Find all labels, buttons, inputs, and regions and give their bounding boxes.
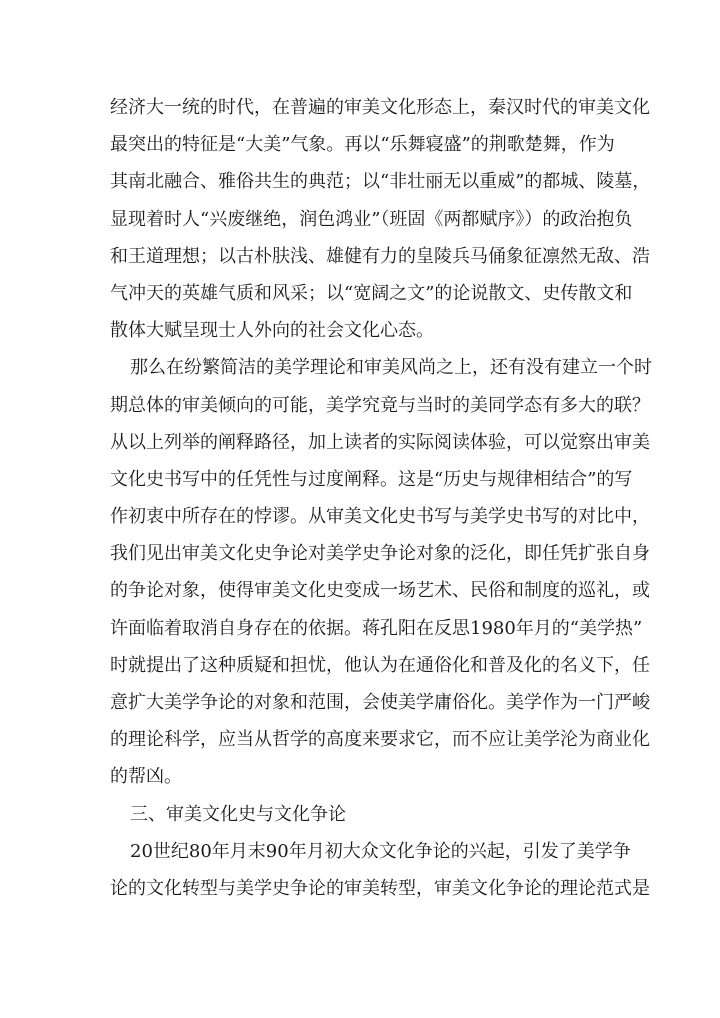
text-line: 的理论科学，应当从哲学的高度来要求它，而不应让美学沦为商业化	[110, 729, 650, 751]
section-heading	[110, 796, 610, 833]
text-line: 的争论对象，使得审美文化史变成一场艺术、民俗和制度的巡礼，或	[110, 580, 650, 602]
text-line: 最突出的特征是“大美”气象。再以“乐舞寝盛”的荆歌楚舞，作为	[110, 134, 615, 156]
text-line: 的帮凶。	[110, 766, 182, 788]
text-line: 从以上列举的阐释路径，加上读者的实际阅读体验，可以觉察出审美	[110, 431, 650, 453]
text-line: 期总体的审美倾向的可能，美学究竟与当时的美同学态有多大的联？	[110, 394, 650, 416]
text-line: 经济大一统的时代，在普遍的审美文化形态上，秦汉时代的审美文化	[110, 97, 650, 118]
text-line: 许面临着取消自身存在的依据。蒋孔阳在反思1980年月的“美学热”	[110, 617, 643, 639]
paragraph-mass-culture	[110, 833, 650, 907]
text-line: 气冲天的英雄气质和风采；以“宽阔之文”的论说散文、史传散文和	[110, 282, 633, 304]
text-line: 显现着时人“兴废继绝，润色鸿业”（班固《两都赋序》）的政治抱负	[110, 208, 633, 230]
text-line: 作初衷中所存在的悖谬。从审美文化史书写与美学史书写的对比中，	[110, 506, 650, 528]
text-line: 那么在纷繁简洁的美学理论和审美风尚之上，还有没有建立一个时	[130, 357, 652, 379]
text-line: 论的文化转型与美学史争论的审美转型，审美文化争论的理论范式是	[110, 877, 650, 899]
paragraph-overall-tendency	[110, 349, 652, 795]
document-body	[110, 89, 652, 907]
section-heading-text: 三、审美文化史与文化争论	[130, 803, 346, 825]
text-line: 我们见出审美文化史争论对美学史争论对象的泛化，即任凭扩张自身	[110, 543, 650, 565]
text-line: 和王道理想；以古朴肤浅、雄健有力的皇陵兵马俑象征凛然无敌、浩	[110, 245, 650, 267]
text-line: 其南北融合、雅俗共生的典范；以“非壮丽无以重威”的都城、陵墓，	[110, 171, 651, 193]
text-line: 散体大赋呈现士人外向的社会文化心态。	[110, 320, 434, 342]
text-line: 意扩大美学争论的对象和范围，会使美学庸俗化。美学作为一门严峻	[110, 692, 650, 713]
paragraph-qin-han-aesthetics	[110, 89, 651, 349]
text-line: 时就提出了这种质疑和担忧，他认为在通俗化和普及化的名义下，任	[110, 654, 650, 676]
text-line: 文化史书写中的任凭性与过度阐释。这是“历史与规律相结合”的写	[110, 468, 633, 490]
text-line: 20世纪80年月末90年月初大众文化争论的兴起，引发了美学争	[130, 840, 631, 862]
